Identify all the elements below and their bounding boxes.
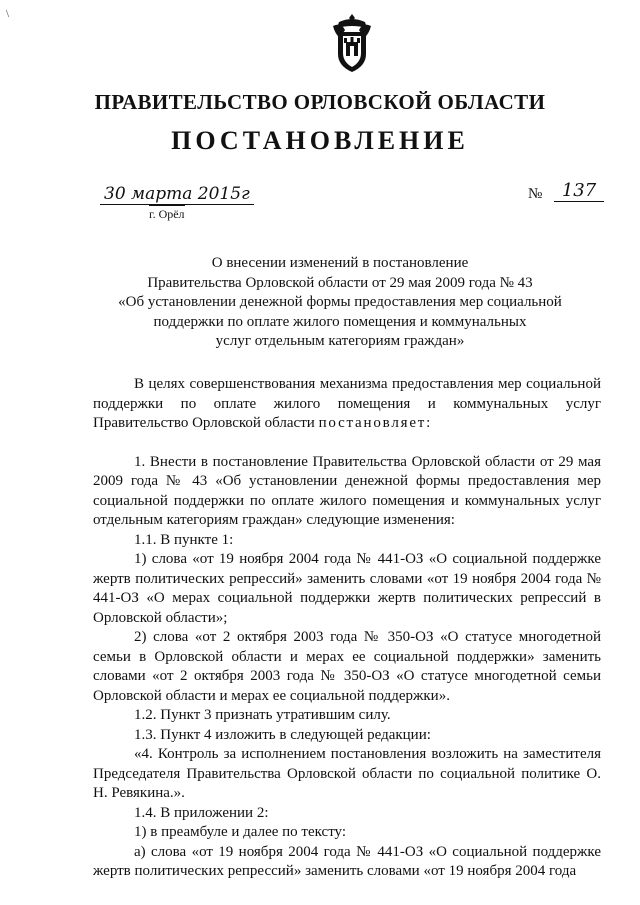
title-line: Правительства Орловской области от 29 мая 2009 года № 43 <box>147 274 533 291</box>
preamble-text: В целях совершенствования механизма предоставления мер социальной поддержки по оплате жилого помещения и коммунальных услуг Правительство Орловской области <box>93 376 601 431</box>
handwritten-date: 30 марта 2015г <box>100 184 254 205</box>
paragraph: 1) в преамбуле и далее по тексту: <box>134 824 347 840</box>
corner-mark: \ <box>6 8 10 20</box>
title-line: «Об установлении денежной формы предоставления мер социальной <box>118 294 562 310</box>
paragraph: а) слова «от 19 ноября 2004 года № 441-ОЗ «О социальной поддержке жертв политических репрессий» заменить словами «от 19 ноября 2004 года <box>93 843 601 879</box>
paragraph: 1.3. Пункт 4 изложить в следующей редакции: <box>134 726 431 743</box>
preamble <box>93 375 601 434</box>
paragraph: 2) слова «от 2 октября 2003 года № 350-ОЗ «О статусе многодетной семьи в Орловской области и мерах ее социальной поддержки» заменить словами «от 2 октября 2003 года № 350-ОЗ «О статусе многодетной семьи Орловской области и мерах ее социальной поддержки». <box>93 629 601 704</box>
paragraph: 1.4. В приложении 2: <box>134 804 269 821</box>
paragraph: «4. Контроль за исполнением постановления возложить на заместителя Председателя Правительства Орловской области по социальной политике О. Н. Ревякина.». <box>93 746 601 801</box>
paragraph: 1) слова «от 19 ноября 2004 года № 441-ОЗ «О социальной поддержке жертв политических репрессий» заменить словами «от 19 ноября 2004 года № 441-ОЗ «О мерах социальной поддержки жертв политических репрессий в Орловской области»; <box>93 551 601 626</box>
number-label: № <box>528 186 543 202</box>
document-type: ПОСТАНОВЛЕНИЕ <box>171 126 469 155</box>
preamble-keyword: постановляет: <box>318 415 433 431</box>
paragraph: 1.1. В пункте 1: <box>134 531 234 548</box>
title-line: поддержки по оплате жилого помещения и коммунальных <box>153 313 527 330</box>
coat-of-arms-icon <box>331 12 373 74</box>
title-line: О внесении изменений в постановление <box>211 255 469 271</box>
document-title <box>80 254 600 352</box>
title-line: услуг отдельным категориям граждан» <box>215 333 465 349</box>
document-body <box>93 375 601 882</box>
handwritten-number: 137 <box>554 180 604 202</box>
organization-name: ПРАВИТЕЛЬСТВО ОРЛОВСКОЙ ОБЛАСТИ <box>94 90 546 114</box>
paragraph: 1.2. Пункт 3 признать утратившим силу. <box>134 707 391 723</box>
city-label: г. Орёл <box>149 207 185 221</box>
paragraph: 1. Внести в постановление Правительства Орловской области от 29 мая 2009 года № 43 «Об установлении денежной формы предоставления мер социальной поддержки по оплате жилого помещения и коммунальных услуг отдельным категориям граждан» следующие изменения: <box>93 453 601 528</box>
